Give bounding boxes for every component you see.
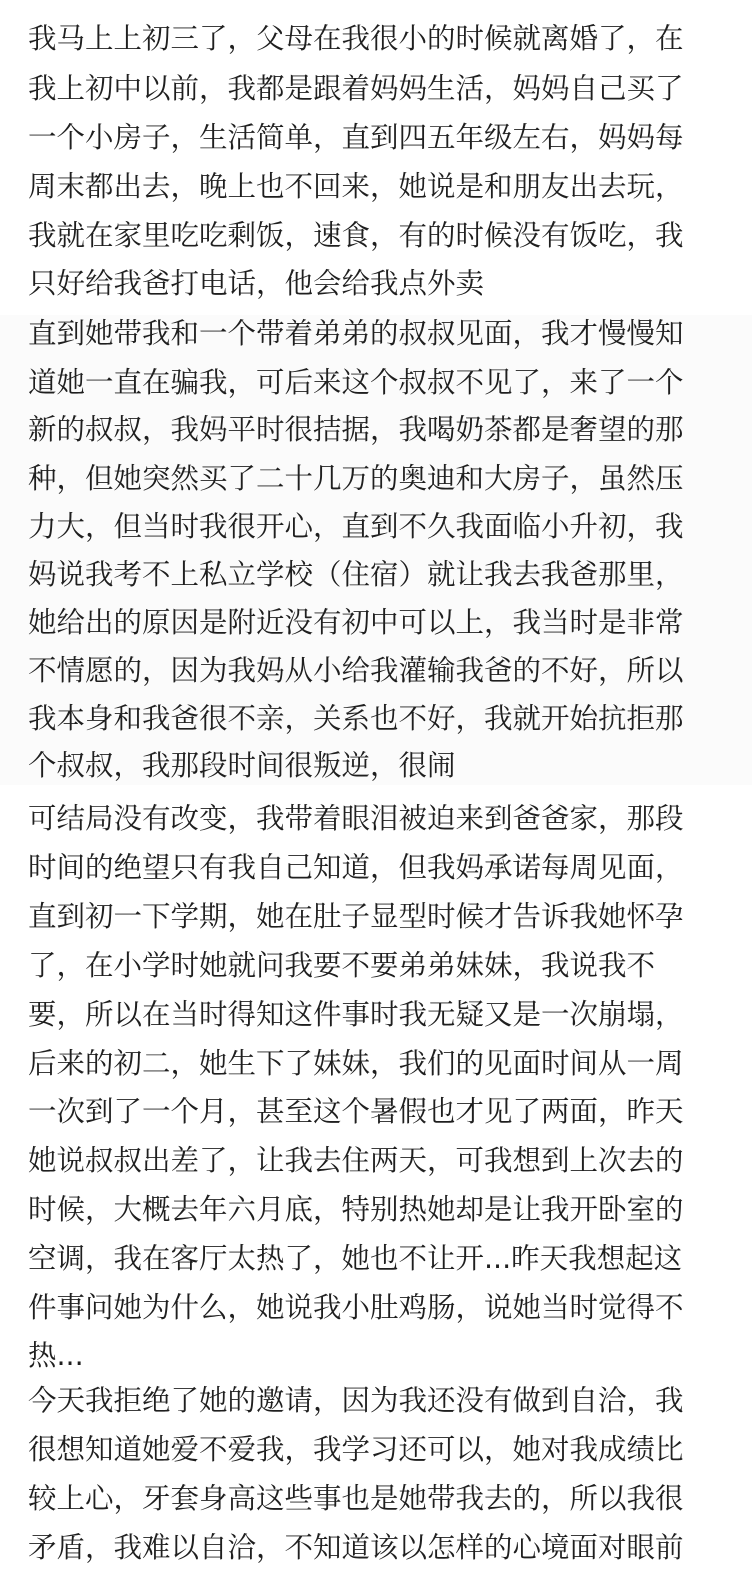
text-line: 时间的绝望只有我自己知道，但我妈承诺每周见面， [28, 851, 684, 884]
text-line: 直到初一下学期，她在肚子显型时候才告诉我她怀孕 [28, 900, 684, 933]
text-line: 直到她带我和一个带着弟弟的叔叔见面，我才慢慢知 [28, 317, 684, 350]
text-line: 可结局没有改变，我带着眼泪被迫来到爸爸家，那段 [28, 802, 684, 835]
text-line: 妈说我考不上私立学校（住宿）就让我去我爸那里， [28, 558, 684, 591]
text-line: 我本身和我爸很不亲，关系也不好，我就开始抗拒那 [28, 702, 684, 735]
text-line: 周末都出去，晚上也不回来，她说是和朋友出去玩， [28, 170, 684, 203]
text-line: 了，在小学时她就问我要不要弟弟妹妹，我说我不 [28, 949, 656, 982]
text-line: 件事问她为什么，她说我小肚鸡肠，说她当时觉得不 [28, 1291, 684, 1324]
text-line: 我上初中以前，我都是跟着妈妈生活，妈妈自己买了 [28, 72, 684, 105]
text-line: 我马上上初三了，父母在我很小的时候就离婚了，在 [28, 22, 684, 55]
text-line: 新的叔叔，我妈平时很拮据，我喝奶茶都是奢望的那 [28, 413, 684, 446]
text-line: 不情愿的，因为我妈从小给我灌输我爸的不好，所以 [28, 654, 684, 687]
text-line: 力大，但当时我很开心，直到不久我面临小升初，我 [28, 510, 684, 543]
text-line: 空调，我在客厅太热了，她也不让开...昨天我想起这 [28, 1242, 683, 1275]
text-line: 只好给我爸打电话，他会给我点外卖 [28, 267, 485, 300]
text-line: 热... [28, 1339, 84, 1372]
text-line: 今天我拒绝了她的邀请，因为我还没有做到自洽，我 [28, 1384, 684, 1417]
text-line: 她说叔叔出差了，让我去住两天，可我想到上次去的 [28, 1144, 684, 1177]
text-line: 她给出的原因是附近没有初中可以上，我当时是非常 [28, 606, 684, 639]
text-line: 我就在家里吃吃剩饭，速食，有的时候没有饭吃，我 [28, 219, 684, 252]
text-line: 要，所以在当时得知这件事时我无疑又是一次崩塌， [28, 998, 684, 1031]
text-line: 较上心，牙套身高这些事也是她带我去的，所以我很 [28, 1482, 684, 1515]
text-line: 时候，大概去年六月底，特别热她却是让我开卧室的 [28, 1193, 684, 1226]
text-line: 矛盾，我难以自洽，不知道该以怎样的心境面对眼前 [28, 1531, 684, 1564]
text-line: 一个小房子，生活简单，直到四五年级左右，妈妈每 [28, 121, 684, 154]
paragraph-2 [0, 315, 752, 785]
text-line: 一次到了一个月，甚至这个暑假也才见了两面，昨天 [28, 1095, 684, 1128]
text-line: 个叔叔，我那段时间很叛逆，很闹 [28, 749, 456, 782]
text-line: 道她一直在骗我，可后来这个叔叔不见了，来了一个 [28, 366, 684, 399]
text-line: 种，但她突然买了二十几万的奥迪和大房子，虽然压 [28, 462, 684, 495]
text-line: 后来的初二，她生下了妹妹，我们的见面时间从一周 [28, 1047, 684, 1080]
text-line: 很想知道她爱不爱我，我学习还可以，她对我成绩比 [28, 1433, 684, 1466]
